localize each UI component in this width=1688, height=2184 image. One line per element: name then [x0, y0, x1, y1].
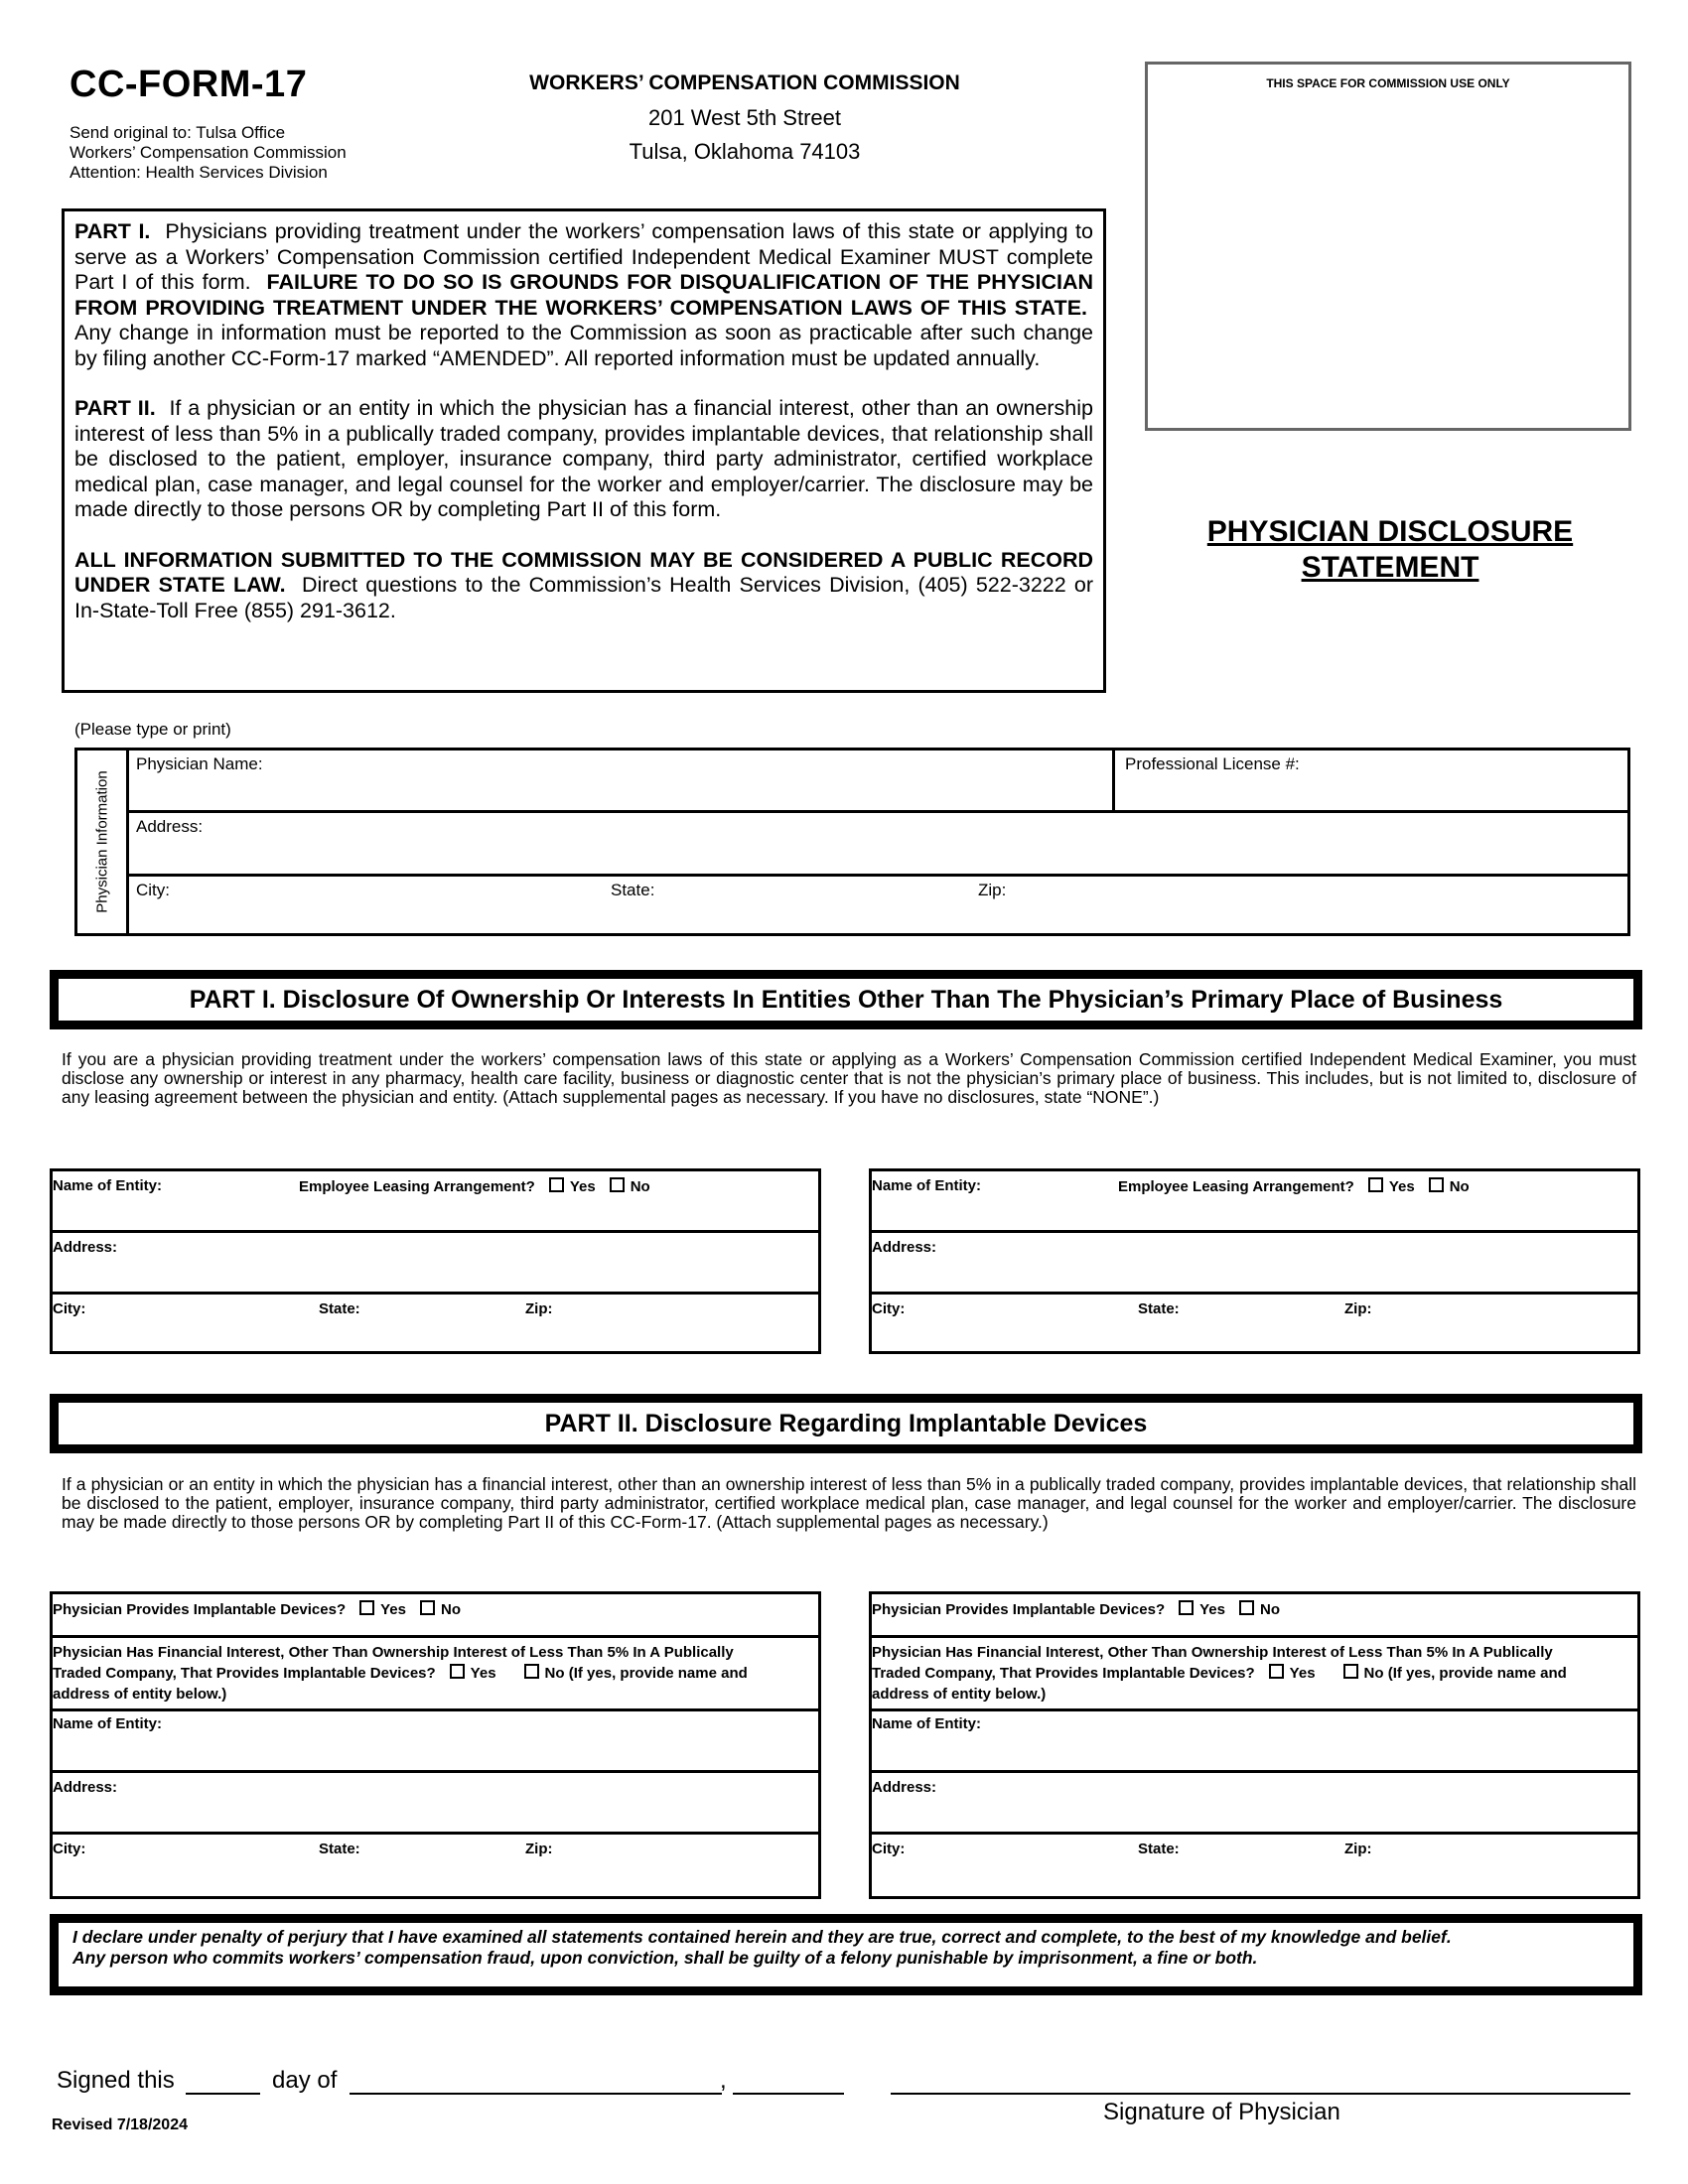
- entity-city-row[interactable]: [53, 1835, 818, 1896]
- entity-name-field[interactable]: [872, 1171, 1637, 1233]
- part1-entity-box-left: [50, 1168, 821, 1354]
- part1-entity-box-right: [869, 1168, 1640, 1354]
- signed-year-field[interactable]: [733, 2093, 844, 2095]
- no-checkbox[interactable]: [1239, 1600, 1254, 1615]
- entity-name-field[interactable]: [53, 1171, 818, 1233]
- entity-city-row[interactable]: [872, 1835, 1637, 1896]
- city-label: City:: [53, 1841, 86, 1857]
- address-label: Address:: [136, 817, 204, 836]
- yes-checkbox[interactable]: [1269, 1664, 1284, 1679]
- no-checkbox[interactable]: [420, 1600, 435, 1615]
- revised-date: Revised 7/18/2024: [52, 2116, 188, 2133]
- zip-label: Zip:: [1344, 1841, 1372, 1857]
- part2-device-box-right: [869, 1591, 1640, 1899]
- send-line: Workers’ Compensation Commission: [70, 143, 347, 162]
- physician-address-field[interactable]: [129, 813, 1627, 877]
- send-line: Attention: Health Services Division: [70, 163, 328, 182]
- part2-device-box-left: [50, 1591, 821, 1899]
- city-label: City:: [872, 1300, 906, 1317]
- instructions-part2: PART II. If a physician or an entity in which the physician has a financial interest, other than an ownership interest of less than 5% in a publically traded company, provides implantable devices, that relationship shall be disclosed to the patient, employer, insurance company, third party administrator, certified workplace medical plan, case manager, and legal counsel for the worker and employer/carrier. The disclosure may be made directly to those persons OR by completing Part II of this form.: [74, 396, 1093, 521]
- part2-instructions: If a physician or an entity in which the physician has a financial interest, other than an ownership interest of less than 5% in a publically traded company, provides implantable devices, that relationship shall be disclosed to the patient, employer, insurance company, third party administrator, certified workplace medical plan, case manager, and legal counsel for the worker and employer/carrier. The disclosure may be made directly to those persons OR by completing Part II of this CC-Form-17. (Attach supplemental pages as necessary.): [62, 1474, 1636, 1532]
- signature-label: Signature of Physician: [1103, 2099, 1340, 2125]
- leasing-arrangement: Employee Leasing Arrangement? Yes No: [299, 1178, 650, 1195]
- entity-address-field[interactable]: [53, 1233, 818, 1295]
- yes-checkbox[interactable]: [450, 1664, 465, 1679]
- physician-info-side-label: Physician Information: [77, 751, 129, 933]
- entity-city-row[interactable]: [872, 1295, 1637, 1354]
- send-to-address: [70, 123, 347, 183]
- entity-name-label: Name of Entity:: [872, 1715, 982, 1732]
- physician-city-row[interactable]: [129, 877, 1627, 933]
- entity-name-field[interactable]: [872, 1711, 1637, 1773]
- zip-label: Zip:: [525, 1841, 553, 1857]
- agency-block: [496, 71, 993, 169]
- address-label: Address:: [53, 1239, 118, 1256]
- city-label: City:: [872, 1841, 906, 1857]
- provides-devices-question: Physician Provides Implantable Devices? Yes No: [53, 1601, 461, 1618]
- physician-row-name: [129, 751, 1627, 813]
- please-type-note: (Please type or print): [74, 720, 231, 739]
- state-label: State:: [611, 881, 655, 899]
- title-line: PHYSICIAN DISCLOSURE: [1206, 515, 1574, 548]
- part2-heading: PART II. Disclosure Regarding Implantable Devices: [50, 1394, 1642, 1453]
- physician-name-label: Physician Name:: [136, 754, 263, 773]
- instructions-box: [62, 208, 1106, 693]
- physician-info-section: [74, 748, 1630, 936]
- zip-label: Zip:: [978, 881, 1007, 899]
- yes-checkbox[interactable]: [359, 1600, 374, 1615]
- entity-name-label: Name of Entity:: [53, 1715, 163, 1732]
- comma: ,: [720, 2067, 727, 2094]
- state-label: State:: [319, 1300, 360, 1317]
- state-label: State:: [1138, 1300, 1180, 1317]
- entity-address-field[interactable]: [872, 1233, 1637, 1295]
- leasing-arrangement: Employee Leasing Arrangement? Yes No: [1118, 1178, 1470, 1195]
- send-line: Send original to: Tulsa Office: [70, 123, 286, 142]
- address-label: Address:: [53, 1779, 118, 1796]
- financial-interest-question: Physician Has Financial Interest, Other Than Ownership Interest of Less Than 5% In A Publically Traded Company, That Provides Implantable Devices? Yes No (If yes, provide name and address of entity below.): [872, 1644, 1567, 1703]
- document-title: [1147, 514, 1633, 586]
- state-label: State:: [1138, 1841, 1180, 1857]
- provides-devices-row: [53, 1594, 818, 1638]
- no-checkbox[interactable]: [1343, 1664, 1358, 1679]
- license-field[interactable]: [1115, 751, 1627, 810]
- agency-street: 201 West 5th Street: [647, 105, 842, 130]
- provides-devices-row: [872, 1594, 1637, 1638]
- commission-use-box: [1145, 62, 1631, 431]
- provides-devices-question: Physician Provides Implantable Devices? Yes No: [872, 1601, 1280, 1618]
- signed-month-field[interactable]: [350, 2093, 722, 2095]
- commission-use-label: THIS SPACE FOR COMMISSION USE ONLY: [1266, 76, 1510, 90]
- entity-address-field[interactable]: [872, 1773, 1637, 1835]
- financial-interest-row: [53, 1638, 818, 1711]
- entity-name-field[interactable]: [53, 1711, 818, 1773]
- physician-name-field[interactable]: [129, 751, 1115, 810]
- no-checkbox[interactable]: [524, 1664, 539, 1679]
- physician-signature-field[interactable]: [891, 2093, 1630, 2095]
- perjury-declaration: [50, 1914, 1642, 1995]
- license-label: Professional License #:: [1125, 754, 1300, 773]
- financial-interest-question: Physician Has Financial Interest, Other Than Ownership Interest of Less Than 5% In A Publically Traded Company, That Provides Implantable Devices? Yes No (If yes, provide name and address of entity below.): [53, 1644, 748, 1703]
- part1-heading: PART I. Disclosure Of Ownership Or Interests In Entities Other Than The Physician’s Primary Place of Business: [50, 970, 1642, 1029]
- part1-instructions: If you are a physician providing treatment under the workers’ compensation laws of this state or applying as a Workers’ Compensation Commission certified Independent Medical Examiner, you must disclose any ownership or interest in any pharmacy, health care facility, business or diagnostic center that is not the physician’s primary place of business. This includes, but is not limited to, disclosure of any leasing agreement between the physician and entity. (Attach supplemental pages as necessary. If you have no disclosures, state “NONE”.): [62, 1049, 1636, 1107]
- no-checkbox[interactable]: [610, 1177, 625, 1192]
- agency-city: Tulsa, Oklahoma 74103: [629, 139, 861, 164]
- no-checkbox[interactable]: [1429, 1177, 1444, 1192]
- instructions-public-record: ALL INFORMATION SUBMITTED TO THE COMMISSION MAY BE CONSIDERED A PUBLIC RECORD UNDER STATE LAW. Direct questions to the Commission’s Health Services Division, (405) 522-3222 or In-State-Toll Free (855) 291-3612.: [74, 547, 1093, 622]
- address-label: Address:: [872, 1779, 937, 1796]
- city-label: City:: [136, 881, 170, 899]
- state-label: State:: [319, 1841, 360, 1857]
- entity-name-label: Name of Entity:: [53, 1177, 163, 1194]
- instructions-part1: PART I. Physicians providing treatment under the workers’ compensation laws of this state or applying to serve as a Workers’ Compensation Commission certified Independent Medical Examiner MUST complete Part I of this form. FAILURE TO DO SO IS GROUNDS FOR DISQUALIFICATION OF THE PHYSICIAN FROM PROVIDING TREATMENT UNDER THE WORKERS’ COMPENSATION LAWS OF THIS STATE. Any change in information must be reported to the Commission as soon as practicable after such change by filing another CC-Form-17 marked “AMENDED”. All reported information must be updated annually.: [74, 219, 1093, 370]
- yes-checkbox[interactable]: [1179, 1600, 1194, 1615]
- agency-name: WORKERS’ COMPENSATION COMMISSION: [529, 71, 960, 94]
- agency-address: [496, 101, 993, 169]
- city-label: City:: [53, 1300, 86, 1317]
- entity-city-row[interactable]: [53, 1295, 818, 1354]
- declaration-line: I declare under penalty of perjury that I have examined all statements contained herein and they are true, correct and complete, to the best of my knowledge and belief.: [72, 1927, 1452, 1947]
- address-label: Address:: [872, 1239, 937, 1256]
- zip-label: Zip:: [525, 1300, 553, 1317]
- declaration-line: Any person who commits workers’ compensation fraud, upon conviction, shall be guilty of a felony punishable by imprisonment, a fine or both.: [72, 1948, 1258, 1968]
- zip-label: Zip:: [1344, 1300, 1372, 1317]
- yes-checkbox[interactable]: [1368, 1177, 1383, 1192]
- entity-name-label: Name of Entity:: [872, 1177, 982, 1194]
- entity-address-field[interactable]: [53, 1773, 818, 1835]
- yes-checkbox[interactable]: [549, 1177, 564, 1192]
- signed-this-label: Signed this: [57, 2067, 175, 2094]
- financial-interest-row: [872, 1638, 1637, 1711]
- signed-day-field[interactable]: [186, 2093, 260, 2095]
- title-line: STATEMENT: [1301, 551, 1479, 584]
- day-of-label: day of: [272, 2067, 338, 2094]
- form-id: CC-FORM-17: [70, 64, 308, 105]
